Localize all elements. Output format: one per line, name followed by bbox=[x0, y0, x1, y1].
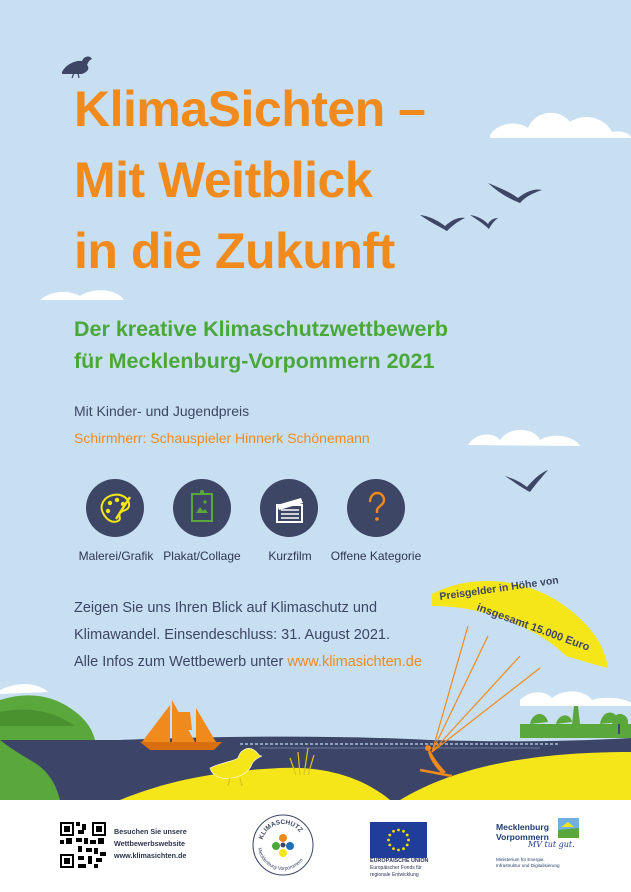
qr-caption bbox=[114, 826, 187, 862]
mv-ministry-line: Infrastruktur und Digitalisierung bbox=[496, 863, 560, 868]
info-line: Klimawandel. Einsendeschluss: 31. August 2021. bbox=[74, 627, 390, 643]
title-line: in die Zukunft bbox=[74, 223, 395, 279]
info-prefix: Alle Infos zum Wettbewerb unter bbox=[74, 654, 288, 670]
eu-flag bbox=[370, 822, 427, 858]
patron-text: Schirmherr: Schauspieler Hinnerk Schönemann bbox=[74, 430, 370, 446]
category-label: Offene Kategorie bbox=[330, 549, 422, 563]
klimaschutz-logo bbox=[252, 814, 314, 876]
mv-logo-line: Vorpommern bbox=[496, 832, 549, 842]
title-line: KlimaSichten – bbox=[74, 81, 426, 137]
subtitle-line: Der kreative Klimaschutzwettbewerb bbox=[74, 317, 448, 341]
website-link[interactable]: www.klimasichten.de bbox=[287, 654, 422, 670]
qr-caption-line: www.klimasichten.de bbox=[114, 851, 187, 860]
category-label: Plakat/Collage bbox=[163, 549, 241, 563]
qr-caption-line: Wettbewerbswebsite bbox=[114, 839, 185, 848]
mv-logo-title bbox=[496, 822, 549, 842]
prize-line: insgesamt 15.000 Euro bbox=[474, 601, 592, 654]
eu-caption-line: Europäischer Fonds für bbox=[370, 865, 422, 871]
subtitle-line: für Mecklenburg-Vorpommern 2021 bbox=[74, 349, 435, 373]
category-label: Kurzfilm bbox=[268, 549, 312, 563]
klimaschutz-logo-top: KLIMASCHUTZ bbox=[257, 818, 304, 841]
qr-caption-line: Besuchen Sie unsere bbox=[114, 827, 187, 836]
qr-code[interactable] bbox=[60, 822, 106, 868]
mv-logo-image bbox=[558, 818, 579, 838]
mv-logo-line: Mecklenburg bbox=[496, 822, 550, 832]
category-label: Malerei/Grafik bbox=[78, 549, 154, 563]
youth-prize-text: Mit Kinder- und Jugendpreis bbox=[74, 403, 250, 419]
klimaschutz-logo-bottom: Mecklenburg-Vorpommern bbox=[256, 847, 305, 873]
prize-line: Preisgelder in Höhe von bbox=[438, 574, 560, 603]
eu-caption-line: EUROPÄISCHE UNION bbox=[370, 858, 429, 864]
info-line: Zeigen Sie uns Ihren Blick auf Klimaschutz und bbox=[74, 600, 378, 616]
eu-caption bbox=[370, 858, 428, 879]
eu-caption-line: regionale Entwicklung bbox=[370, 872, 419, 878]
mv-ministry bbox=[496, 857, 560, 869]
title-line: Mit Weitblick bbox=[74, 152, 373, 208]
mv-ministry-line: Ministerium für Energie, bbox=[496, 857, 545, 862]
mv-slogan: MV tut gut. bbox=[528, 840, 575, 849]
